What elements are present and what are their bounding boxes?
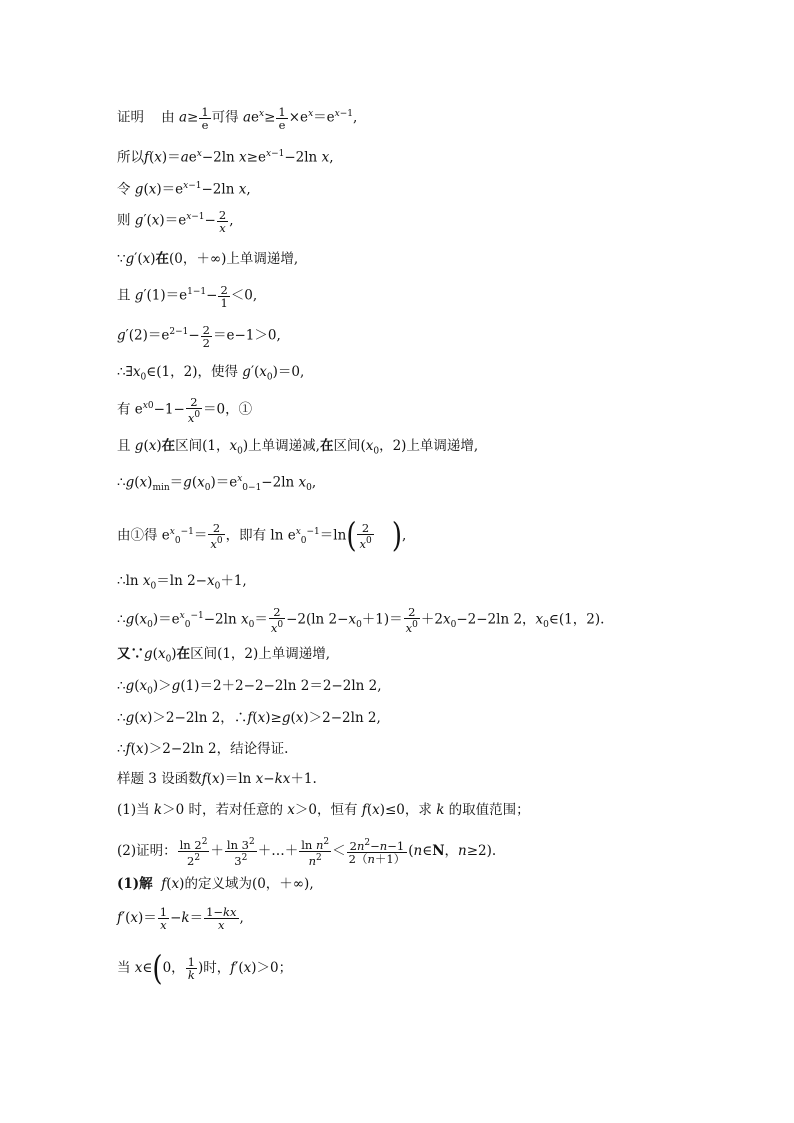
text-suoyi: 所以 — [117, 149, 144, 166]
text-youji: 由①得 — [117, 527, 158, 544]
proof-line-16: $\therefore g(x_0)>g(1)=2+2-2-2\ln$ 2＝2−2ln 2, — [117, 678, 382, 697]
proof-line-7: $g'(2)=e^{2-1}-$ $\frac{2}{2}$ ＝e−1＞0, — [117, 322, 281, 350]
text-because: ∵ — [117, 251, 126, 267]
fraction: $\frac{1}{e}$ — [201, 104, 209, 132]
proof-line-13: ∴ln $x_0=\ln$ $2-x_0+1$, — [117, 573, 247, 592]
proof-line-3: 令 $g(x)=e^{x-1}-2\ln$ x, — [117, 181, 251, 198]
text-shide: 使得 — [211, 364, 238, 380]
text-therefore7: ∴ — [233, 710, 248, 726]
proof-line-1: 证明 由 a≥ $\frac{1}{e}$ 可得 $ae^x\ge$ $\frac{1}{e}$ $\times e^x=e^{x-1}$, — [117, 104, 358, 132]
text-qujian2: 区间 — [333, 438, 361, 454]
proof-line-18: ∴f(x)＞2−2ln 2，结论得证. — [117, 741, 289, 757]
fraction: $\frac{2}{x}$ — [218, 207, 227, 235]
text-jiyou: ，即有 — [225, 527, 267, 544]
text-keyi: 可得 — [211, 109, 239, 126]
fraction: $\frac{2}{1}$ — [220, 282, 228, 310]
text-inc2: 上单调递增, — [406, 438, 479, 454]
fraction: $\frac{1}{k}$ — [187, 955, 195, 982]
text-qiu: ，求 — [404, 802, 432, 818]
fraction: $\frac{\ln 3^2}{3^2}$ — [226, 837, 255, 868]
text-therefore4: ∴ — [117, 611, 126, 628]
text-you2: 有 — [117, 401, 131, 418]
proof-line-10: 且 g(x)在区间(1，$x_0$)上单调递减,在区间($x_0$，2)上单调递增, — [117, 438, 479, 457]
text-qujian3: 区间 — [190, 646, 218, 662]
proof-line-9: 有 $e^{x0}-1-$ $\frac{2}{x^0}$ ＝0，① — [117, 395, 253, 425]
circle-1-marker: ① — [238, 401, 253, 418]
fraction: $\frac{\ln 2^2}{2^2}$ — [179, 837, 208, 868]
proof-line-6: 且 $g'(1)=e^{1-1}-$ $\frac{2}{1}$ ＜0, — [117, 282, 258, 310]
text-part2: (2)证明： — [117, 842, 177, 859]
text-you-because: 又∵ — [117, 646, 144, 662]
fraction: $\frac{2}{x^0}$ — [187, 395, 201, 425]
fraction: $\frac{2}{x^0}$ — [210, 521, 223, 551]
text-shi2: )时， — [198, 960, 231, 976]
example-3-title: 样题 3 设函数f(x)＝ln x−kx＋1. — [117, 771, 317, 787]
proof-line-4: 则 $g'(x)=e^{x-1}-$ $\frac{2}{x}$ , — [117, 207, 234, 235]
fraction: $\frac{2}{x^0}$ — [405, 605, 418, 635]
text-zai2: 在 — [161, 438, 176, 454]
text-qie2: 且 — [117, 438, 131, 454]
text-zai3: 在 — [319, 438, 334, 454]
text-shi: 时，若对任意的 — [188, 802, 283, 818]
text-therefore2: ∴ — [117, 474, 126, 491]
text-ling: 令 — [117, 181, 131, 198]
solution-line-3: 当 x∈(0， $\frac{1}{k}$ )时，f′(x)＞0； — [117, 949, 293, 988]
fraction: $\frac{2}{2}$ — [202, 322, 210, 350]
fraction: $\frac{2n^2-n-1}{2(n+1)}$ — [348, 838, 406, 867]
text-dec: 上单调递减, — [248, 438, 320, 454]
proof-line-2: 所以$f(x)=ae^x-2\ln$ $x\ge e^{x-1}-2\ln$ x, — [117, 149, 334, 166]
text-qujian: 区间 — [175, 438, 203, 454]
text-ze: 则 — [117, 212, 131, 229]
example-3-part-1: (1)当 k＞0 时，若对任意的 x＞0，恒有 f(x)≤0，求 k 的取值范围； — [117, 802, 530, 818]
fraction: $\frac{1}{x}$ — [159, 905, 168, 932]
example-3-part-2: (2)证明： $\frac{\ln 2^2}{2^2}$ ＋ $\frac{\ln 3^2}{3^2}$ ＋…＋ $\frac{\ln n^2}{n^2}$ ＜ $\frac{2n^2-n-1}{2(n+1)}$ (n∈N，n≥2). — [117, 837, 497, 868]
fraction: $\frac{2}{x^0}$ — [359, 521, 372, 551]
proof-label: 证明 — [117, 109, 144, 126]
example-label: 样题 3 — [117, 771, 157, 787]
text-inc3: 上单调递增, — [258, 646, 331, 662]
proof-line-17: ∴g(x)＞2−2ln 2，∴f(x)≥g(x)＞2−2ln 2, — [117, 710, 381, 726]
proof-line-5: ∵g′(x)在(0，＋∞)上单调递增, — [117, 251, 299, 267]
text-qie: 且 — [117, 287, 131, 304]
text-zai: 在 — [155, 251, 169, 267]
text-therefore6: ∴ — [117, 710, 126, 726]
text-therefore: ∴ — [117, 364, 126, 380]
proof-line-12: 由①得 $e^x_0^{-1}=$ $\frac{2}{x^0}$ ，即有 $\ln e^x_0^{-1}=\ln$( $\frac{2}{x^0}$ ), — [117, 516, 407, 556]
proof-line-8: $\therefore\exists x_0\in(1$，2)，使得 $g'(x_0)=0$, — [117, 364, 305, 383]
text-zai4: 在 — [176, 646, 191, 662]
text-inc: 上单调递增, — [226, 251, 299, 267]
text-therefore3: ∴ — [117, 573, 126, 589]
fraction: $\frac{1-kx}{x}$ — [206, 905, 237, 932]
text-hengyou: ，恒有 — [317, 802, 358, 818]
text-dang: 当 — [117, 960, 131, 976]
text-fanwei: 的取值范围； — [448, 802, 530, 818]
text-dingyiyu: 的定义域为(0，＋∞), — [184, 876, 314, 892]
solution-line-2: f′(x)＝ $\frac{1}{x}$ −k＝ $\frac{1-kx}{x}$ , — [117, 905, 244, 932]
fraction: $\frac{\ln n^2}{n^2}$ — [301, 837, 330, 868]
solution-label: (1)解 — [117, 876, 153, 892]
proof-line-15: 又$\because g(x_0)$在区间(1，2)上单调递增, — [117, 646, 331, 665]
fraction: $\frac{1}{e}$ — [278, 104, 286, 132]
proof-line-14: $\therefore g(x_0)=e^x_0^{-1}-2\ln$ $x_0=$ $\frac{2}{x^0}$ −2(ln $2-x_0+1)=$ $\frac{2}{x^0}$ $+2x_0-2-2\ln$ 2，$x_0\in(1$，2). — [117, 605, 605, 635]
text-shehanshu: 设函数 — [161, 771, 202, 787]
proof-line-11: $\therefore g(x)_{min}=g(x_0)=e^x_{0-1}-2\ln$ $x_0$, — [117, 474, 317, 494]
text-therefore5: ∴ — [117, 678, 126, 694]
text-part1: (1)当 — [117, 802, 150, 818]
fraction: $\frac{2}{x^0}$ — [270, 605, 284, 635]
text-therefore8: ∴ — [117, 741, 126, 757]
solution-line-1: (1)解 f(x)的定义域为(0，＋∞), — [117, 876, 314, 892]
text-jielun: 结论得证. — [230, 741, 289, 757]
text-you: 由 — [161, 109, 175, 126]
